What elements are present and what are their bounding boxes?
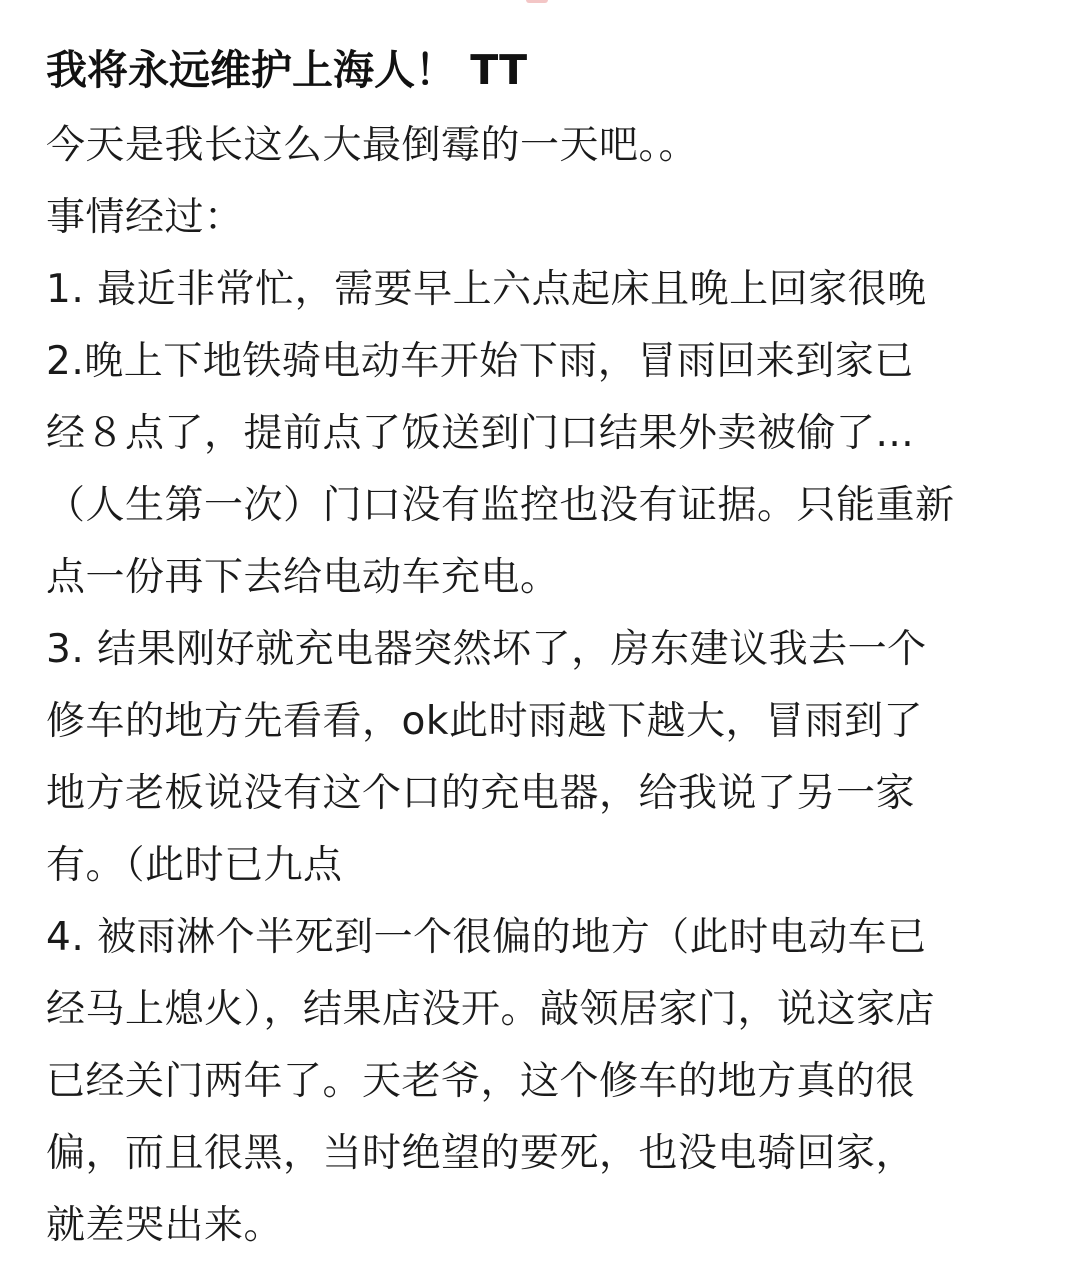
- post-body-line: 点一份再下去给电动车充电。: [46, 555, 560, 600]
- post-body-line: 有。（此时已九点: [46, 843, 343, 888]
- post-body-line: 3. 结果刚好就充电器突然坏了，房东建议我去一个: [46, 627, 927, 672]
- top-edge-decoration: [526, 0, 548, 3]
- post-body-line: 地方老板说没有这个口的充电器，给我说了另一家: [46, 771, 916, 816]
- post-body-line: 经８点了，提前点了饭送到门口结果外卖被偷了...: [46, 411, 915, 456]
- post-title: 我将永远维护上海人！ TT: [46, 46, 528, 94]
- post-body-line: 1. 最近非常忙，需要早上六点起床且晚上回家很晚: [46, 267, 927, 312]
- post-body-line: 就差哭出来。: [46, 1203, 284, 1248]
- post-body-line: （人生第一次）门口没有监控也没有证据。只能重新: [46, 483, 955, 528]
- post: [46, 40, 1046, 1262]
- post-body-line: 4. 被雨淋个半死到一个很偏的地方（此时电动车已: [46, 915, 927, 960]
- post-body: [46, 110, 1046, 1262]
- post-body-line: 偏，而且很黑，当时绝望的要死，也没电骑回家，: [46, 1131, 916, 1176]
- post-body-line: 修车的地方先看看，ok此时雨越下越大，冒雨到了: [46, 699, 923, 744]
- post-body-line: 已经关门两年了。天老爷，这个修车的地方真的很: [46, 1059, 916, 1104]
- post-body-line: 经马上熄火），结果店没开。敲领居家门，说这家店: [46, 987, 936, 1032]
- post-body-line: 事情经过：: [46, 195, 244, 240]
- post-body-line: 今天是我长这么大最倒霉的一天吧。。: [46, 123, 699, 168]
- post-body-line: 2.晚上下地铁骑电动车开始下雨，冒雨回来到家已: [46, 339, 914, 384]
